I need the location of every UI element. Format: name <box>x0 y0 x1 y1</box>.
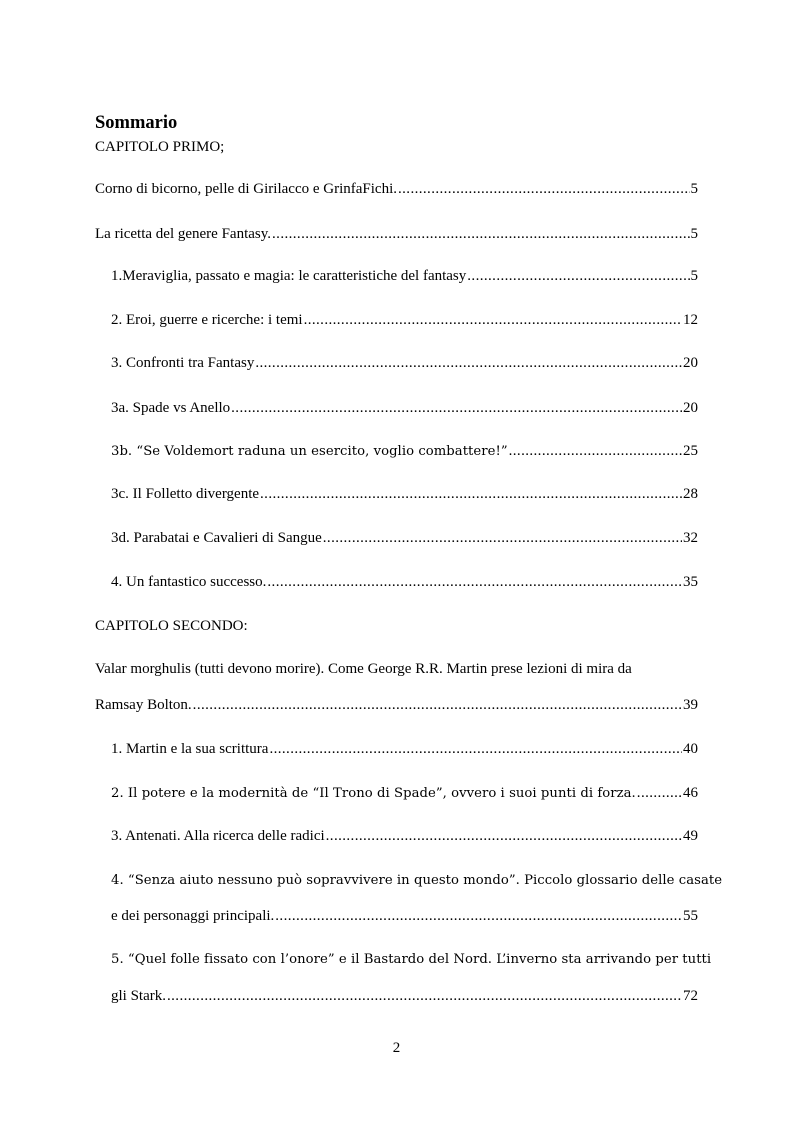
toc-entry-line2[interactable]: Ramsay Bolton. ..... 39 <box>95 697 698 714</box>
toc-entry-line2[interactable]: gli Stark. ..... 72 <box>111 988 698 1005</box>
toc-page-number: 5 <box>690 181 698 197</box>
toc-entry-line1[interactable]: 5. “Quel folle fissato con l’onore” e il Bastardo del Nord. L’inverno sta arrivando per tutti <box>111 952 712 967</box>
toc-entry[interactable]: 1.Meraviglia, passato e magia: le caratteristiche del fantasy ..... 5 <box>111 268 698 285</box>
toc-page-number: 25 <box>683 443 698 459</box>
toc-entry[interactable]: 3a. Spade vs Anello ..... 20 <box>111 400 698 417</box>
dot-leader <box>398 181 690 198</box>
dot-leader <box>267 574 682 591</box>
toc-entry-line1[interactable]: Valar morghulis (tutti devono morire). Come George R.R. Martin prese lezioni di mira da <box>95 661 632 677</box>
dot-leader <box>260 486 682 503</box>
dot-leader <box>193 697 682 714</box>
dot-leader <box>272 226 689 243</box>
chapter-heading-2: CAPITOLO SECONDO: <box>95 618 248 634</box>
toc-page-number: 32 <box>683 530 698 546</box>
dot-leader <box>269 741 682 758</box>
chapter-heading-1: CAPITOLO PRIMO; <box>95 139 225 155</box>
toc-page-number: 39 <box>683 697 698 713</box>
toc-title: Sommario <box>95 113 178 133</box>
toc-entry[interactable]: 3. Confronti tra Fantasy ..... 20 <box>111 355 698 372</box>
toc-page-number: 72 <box>683 988 698 1004</box>
toc-page-number: 20 <box>683 400 698 416</box>
toc-entry[interactable]: La ricetta del genere Fantasy. ..... 5 <box>95 226 698 243</box>
toc-page-number: 46 <box>683 785 698 801</box>
toc-entry-line2[interactable]: e dei personaggi principali. ..... 55 <box>111 908 698 925</box>
dot-leader <box>275 908 682 925</box>
toc-entry[interactable]: 2. Eroi, guerre e ricerche: i temi ..... 12 <box>111 312 698 329</box>
toc-page-number: 40 <box>683 741 698 757</box>
dot-leader <box>509 443 682 460</box>
toc-entry[interactable]: 3d. Parabatai e Cavalieri di Sangue ..... 32 <box>111 530 698 547</box>
toc-entry-line1[interactable]: 4. “Senza aiuto nessuno può sopravvivere in questo mondo”. Piccolo glossario delle casate <box>111 873 723 888</box>
dot-leader <box>637 785 682 802</box>
toc-page-number: 55 <box>683 908 698 924</box>
toc-entry[interactable]: 4. Un fantastico successo. ..... 35 <box>111 574 698 591</box>
toc-page-number: 5 <box>690 268 698 284</box>
page-number: 2 <box>392 1040 401 1056</box>
toc-entry[interactable]: 3b. “Se Voldemort raduna un esercito, voglio combattere!” ..... 25 <box>111 443 698 460</box>
toc-entry[interactable]: 3c. Il Folletto divergente ..... 28 <box>111 486 698 503</box>
dot-leader <box>323 530 682 547</box>
dot-leader <box>231 400 682 417</box>
toc-entry[interactable]: Corno di bicorno, pelle di Girilacco e GrinfaFichi. ..... 5 <box>95 181 698 198</box>
toc-page-number: 35 <box>683 574 698 590</box>
dot-leader <box>304 312 682 329</box>
dot-leader <box>255 355 682 372</box>
toc-entry[interactable]: 2. Il potere e la modernità de “Il Trono di Spade”, ovvero i suoi punti di forza. ..... 46 <box>111 785 698 802</box>
dot-leader <box>167 988 682 1005</box>
toc-entry[interactable]: 1. Martin e la sua scrittura ..... 40 <box>111 741 698 758</box>
toc-page-number: 49 <box>683 828 698 844</box>
toc-page-number: 20 <box>683 355 698 371</box>
toc-page-number: 12 <box>683 312 698 328</box>
toc-page-number: 28 <box>683 486 698 502</box>
toc-page-number: 5 <box>690 226 698 242</box>
toc-entry[interactable]: 3. Antenati. Alla ricerca delle radici ..... 49 <box>111 828 698 845</box>
dot-leader <box>326 828 682 845</box>
dot-leader <box>467 268 689 285</box>
